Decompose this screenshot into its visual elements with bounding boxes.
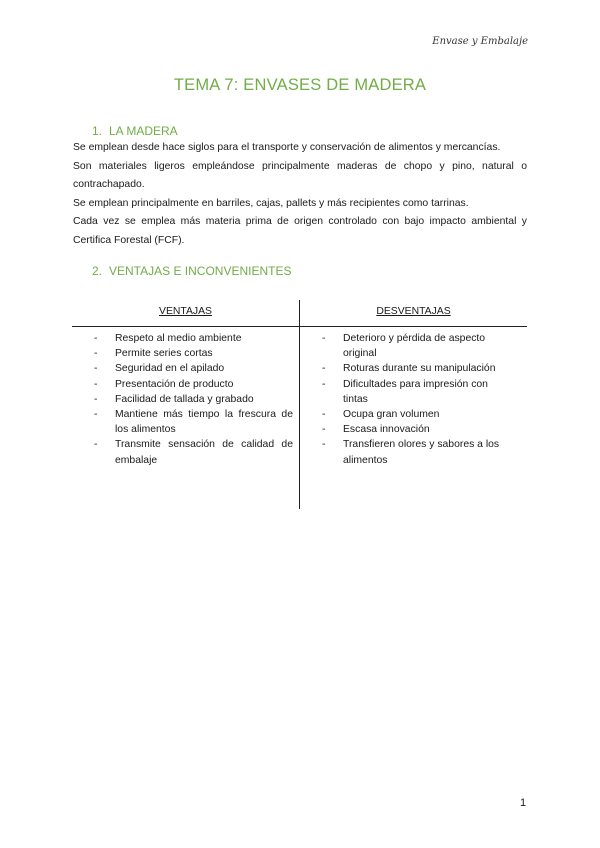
ventajas-list <box>94 331 293 468</box>
column-divider <box>299 300 300 509</box>
list-item: - Transfieren olores y sabores a los alimentos <box>322 437 512 467</box>
list-item: - Presentación de producto <box>94 377 293 392</box>
section-title: LA MADERA <box>109 124 178 138</box>
page-title: TEMA 7: ENVASES DE MADERA <box>173 76 427 94</box>
list-item: - Deterioro y pérdida de aspecto original <box>322 331 512 361</box>
list-item: - Respeto al medio ambiente <box>94 331 293 346</box>
desventajas-header: DESVENTAJAS <box>376 306 451 317</box>
desventajas-list <box>322 331 512 468</box>
paragraph: Cada vez se emplea más materia prima de origen controlado con bajo impacto ambiental y Certifica Forestal (FCF). <box>73 216 527 246</box>
paragraph: Se emplean principalmente en barriles, cajas, pallets y más recipientes como tarrinas. <box>73 197 469 209</box>
section-heading-ventajas <box>92 264 291 278</box>
section-heading-madera <box>92 124 178 138</box>
list-item: - Mantiene más tiempo la frescura de los alimentos <box>94 407 293 437</box>
header-rule <box>72 326 527 327</box>
section-number: 1. <box>92 124 103 138</box>
pros-cons-table <box>72 300 527 510</box>
list-item: - Escasa innovación <box>322 422 512 437</box>
ventajas-header: VENTAJAS <box>159 306 212 317</box>
section-number: 2. <box>92 264 103 278</box>
paragraph: Se emplean desde hace siglos para el transporte y conservación de alimentos y mercancías. <box>73 142 501 153</box>
page-number: 1 <box>520 797 527 809</box>
list-item: - Ocupa gran volumen <box>322 407 512 422</box>
paragraph: Son materiales ligeros empleándose principalmente maderas de chopo y pino, natural o contrachapado. <box>73 160 527 190</box>
section-title: VENTAJAS E INCONVENIENTES <box>109 264 292 278</box>
list-item: - Seguridad en el apilado <box>94 361 293 376</box>
list-item: - Dificultades para impresión con tintas <box>322 377 512 407</box>
list-item: - Roturas durante su manipulación <box>322 361 512 376</box>
list-item: - Facilidad de tallada y grabado <box>94 392 293 407</box>
list-item: - Transmite sensación de calidad de embalaje <box>94 437 293 467</box>
running-header: Envase y Embalaje <box>432 36 528 47</box>
list-item: - Permite series cortas <box>94 346 293 361</box>
section-body-madera <box>73 139 527 250</box>
